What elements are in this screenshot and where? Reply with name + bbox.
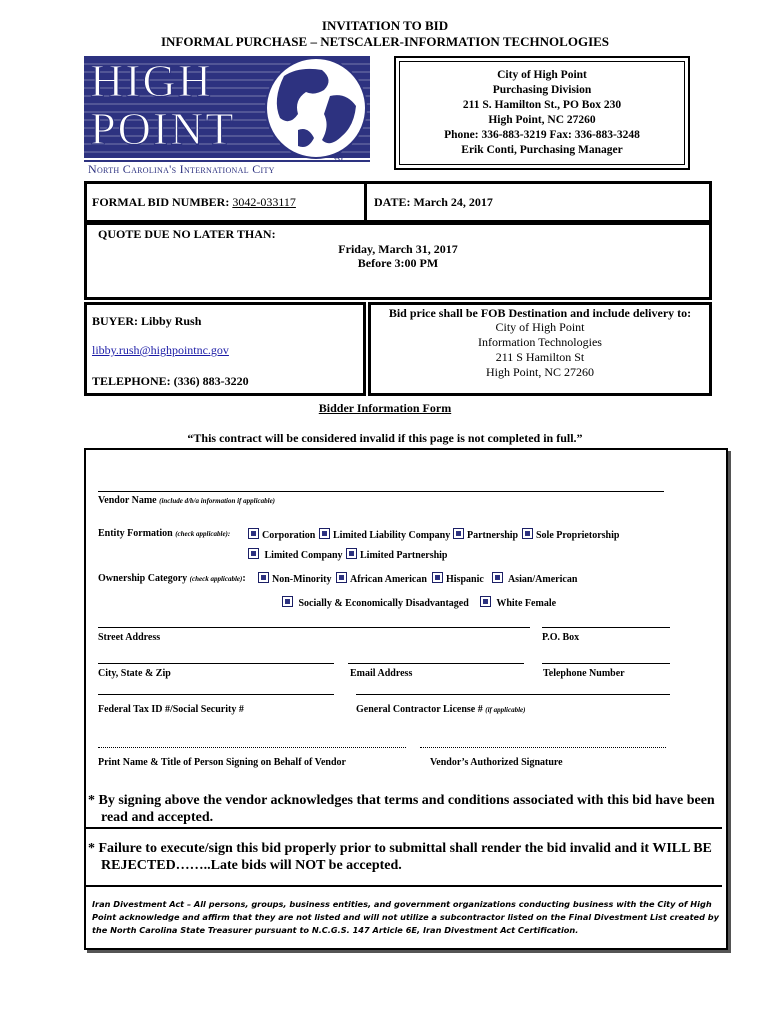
logo-trademark: TM — [334, 158, 343, 164]
page-title: INVITATION TO BID — [321, 18, 449, 33]
quote-due-label: QUOTE DUE NO LATER THAN: — [98, 227, 276, 241]
entity-corporation-checkbox[interactable] — [248, 528, 315, 541]
failure-line: * Failure to execute/sign this bid properly prior to submittal shall render the bid invalid and it WILL BE — [88, 841, 712, 856]
option-label: Hispanic — [446, 574, 484, 585]
vendor-name-field[interactable] — [98, 491, 664, 492]
option-label: Partnership — [467, 530, 519, 541]
city-state-zip-field[interactable] — [98, 663, 334, 664]
form-title: Bidder Information Form — [318, 401, 452, 415]
divider — [86, 885, 722, 887]
checkbox-icon — [480, 596, 491, 607]
delivery-heading: Bid price shall be FOB Destination and include delivery to: — [388, 306, 692, 320]
contractor-license-text: General Contractor License # — [356, 704, 483, 715]
divider — [86, 827, 722, 829]
option-label: Limited Partnership — [360, 550, 448, 561]
contact-info — [396, 68, 688, 158]
entity-hint: (check applicable): — [175, 530, 231, 538]
signature-field[interactable] — [420, 747, 666, 748]
delivery-line: City of High Point — [495, 320, 585, 334]
checkbox-icon — [522, 528, 533, 539]
bid-date-label: DATE: — [374, 195, 411, 209]
logo-text-high: HIGH — [90, 55, 213, 106]
entity-partnership-checkbox[interactable] — [453, 528, 518, 541]
checkbox-icon — [282, 596, 293, 607]
ownership-label-text: Ownership Category — [98, 573, 188, 584]
entity-llc-checkbox[interactable] — [319, 528, 450, 541]
telephone-label: Telephone Number — [543, 668, 625, 679]
contact-line: 211 S. Hamilton St., PO Box 230 — [462, 99, 622, 111]
bid-date — [374, 195, 493, 210]
quote-due-time: Before 3:00 PM — [357, 256, 439, 270]
delivery-line: Information Technologies — [478, 335, 602, 349]
bid-date-value: March 24, 2017 — [413, 195, 493, 209]
entity-limited-company-checkbox[interactable] — [248, 548, 343, 561]
failure-line: REJECTED……..Late bids will NOT be accepted. — [101, 858, 402, 873]
iran-divestment-title: Iran Divestment Act — [92, 899, 185, 909]
vendor-name-label — [98, 495, 275, 506]
entity-label — [98, 528, 230, 539]
telephone-field[interactable] — [542, 663, 670, 664]
high-point-logo — [84, 56, 384, 182]
logo-tagline: North Carolina's International City — [88, 162, 275, 176]
delivery-address — [368, 320, 712, 380]
contact-box — [394, 56, 690, 170]
po-box-label: P.O. Box — [542, 632, 580, 643]
entity-label-text: Entity Formation — [98, 528, 173, 539]
email-field[interactable] — [348, 663, 524, 664]
bid-number-label: FORMAL BID NUMBER: — [92, 195, 230, 209]
buyer-name: BUYER: Libby Rush — [92, 314, 202, 328]
contact-line: City of High Point — [497, 69, 587, 81]
contractor-license-label — [356, 704, 525, 715]
acknowledgement-line: read and accepted. — [101, 810, 214, 825]
form-warning: “This contract will be considered invalid if this page is not completed in full.” — [187, 431, 583, 445]
ownership-hint: (check applicable) — [189, 575, 243, 583]
vendor-name-hint: (include d/b/a information if applicable) — [159, 497, 276, 505]
option-label: Sole Proprietorship — [536, 530, 620, 541]
print-name-label: Print Name & Title of Person Signing on Behalf of Vendor — [98, 757, 346, 768]
contact-line: High Point, NC 27260 — [488, 114, 596, 126]
ownership-colon: : — [242, 573, 246, 584]
signature-label: Vendor’s Authorized Signature — [430, 757, 563, 768]
option-label: Socially & Economically Disadvantaged — [298, 598, 469, 609]
option-label: Asian/American — [507, 574, 578, 585]
checkbox-icon — [346, 548, 357, 559]
ownership-hispanic-checkbox[interactable] — [432, 572, 484, 585]
acknowledgement-line: * By signing above the vendor acknowledges that terms and conditions associated with this bid have been — [88, 793, 715, 808]
delivery-line: 211 S Hamilton St — [495, 350, 585, 364]
iran-divestment-text: – All persons, groups, business entities, and government organizations conducting business with the City of High Point acknowledge and affirm that they are not listed and will not utilize a subcontractor listed on the Final Divestment List created by the North Carolina State Treasurer pursuant to N.C.G.S. 147 Article 6E, Iran Divestment Act Certification. — [92, 899, 719, 935]
entity-limited-partnership-checkbox[interactable] — [346, 548, 448, 561]
ownership-disadvantaged-checkbox[interactable] — [282, 596, 469, 609]
tax-id-field[interactable] — [98, 694, 334, 695]
ownership-asian-american-checkbox[interactable] — [492, 572, 577, 585]
contractor-license-field[interactable] — [356, 694, 670, 695]
option-label: Limited Liability Company — [333, 530, 451, 541]
checkbox-icon — [248, 528, 259, 539]
contact-line: Erik Conti, Purchasing Manager — [461, 144, 623, 156]
email-label: Email Address — [350, 668, 413, 679]
contact-line: Phone: 336-883-3219 Fax: 336-883-3248 — [444, 129, 640, 141]
vendor-name-text: Vendor Name — [98, 495, 157, 506]
street-address-label: Street Address — [98, 632, 161, 643]
checkbox-icon — [248, 548, 259, 559]
option-label: White Female — [496, 598, 557, 609]
buyer-email-link[interactable]: libby.rush@highpointnc.gov — [92, 343, 229, 357]
checkbox-icon — [336, 572, 347, 583]
checkbox-icon — [432, 572, 443, 583]
ownership-african-american-checkbox[interactable] — [336, 572, 427, 585]
option-label: Corporation — [262, 530, 316, 541]
checkbox-icon — [258, 572, 269, 583]
bid-number — [92, 195, 296, 210]
option-label: Limited Company — [264, 550, 343, 561]
checkbox-icon — [319, 528, 330, 539]
city-state-zip-label: City, State & Zip — [98, 668, 171, 679]
logo-text-point: POINT — [90, 103, 236, 154]
option-label: Non-Minority — [272, 574, 332, 585]
street-address-field[interactable] — [98, 627, 530, 628]
checkbox-icon — [453, 528, 464, 539]
ownership-label — [98, 573, 246, 584]
ownership-non-minority-checkbox[interactable] — [258, 572, 331, 585]
iran-divestment-notice — [92, 898, 722, 937]
ownership-white-female-checkbox[interactable] — [480, 596, 556, 609]
buyer-phone: TELEPHONE: (336) 883-3220 — [92, 374, 249, 388]
entity-sole-proprietorship-checkbox[interactable] — [522, 528, 619, 541]
print-name-field[interactable] — [98, 747, 406, 748]
tax-id-label: Federal Tax ID #/Social Security # — [98, 704, 244, 715]
bidder-form — [84, 448, 728, 950]
bid-number-value: 3042-033117 — [232, 195, 296, 209]
option-label: African American — [350, 574, 427, 585]
delivery-line: High Point, NC 27260 — [485, 365, 594, 379]
checkbox-icon — [492, 572, 503, 583]
acknowledgement-notice — [88, 792, 724, 826]
contractor-license-hint: (if applicable) — [485, 706, 526, 714]
po-box-field[interactable] — [542, 627, 670, 628]
contact-line: Purchasing Division — [492, 84, 592, 96]
quote-due-date: Friday, March 31, 2017 — [338, 242, 458, 256]
failure-notice — [88, 840, 724, 874]
page-subtitle: INFORMAL PURCHASE – NETSCALER-INFORMATION TECHNOLOGIES — [160, 34, 610, 49]
